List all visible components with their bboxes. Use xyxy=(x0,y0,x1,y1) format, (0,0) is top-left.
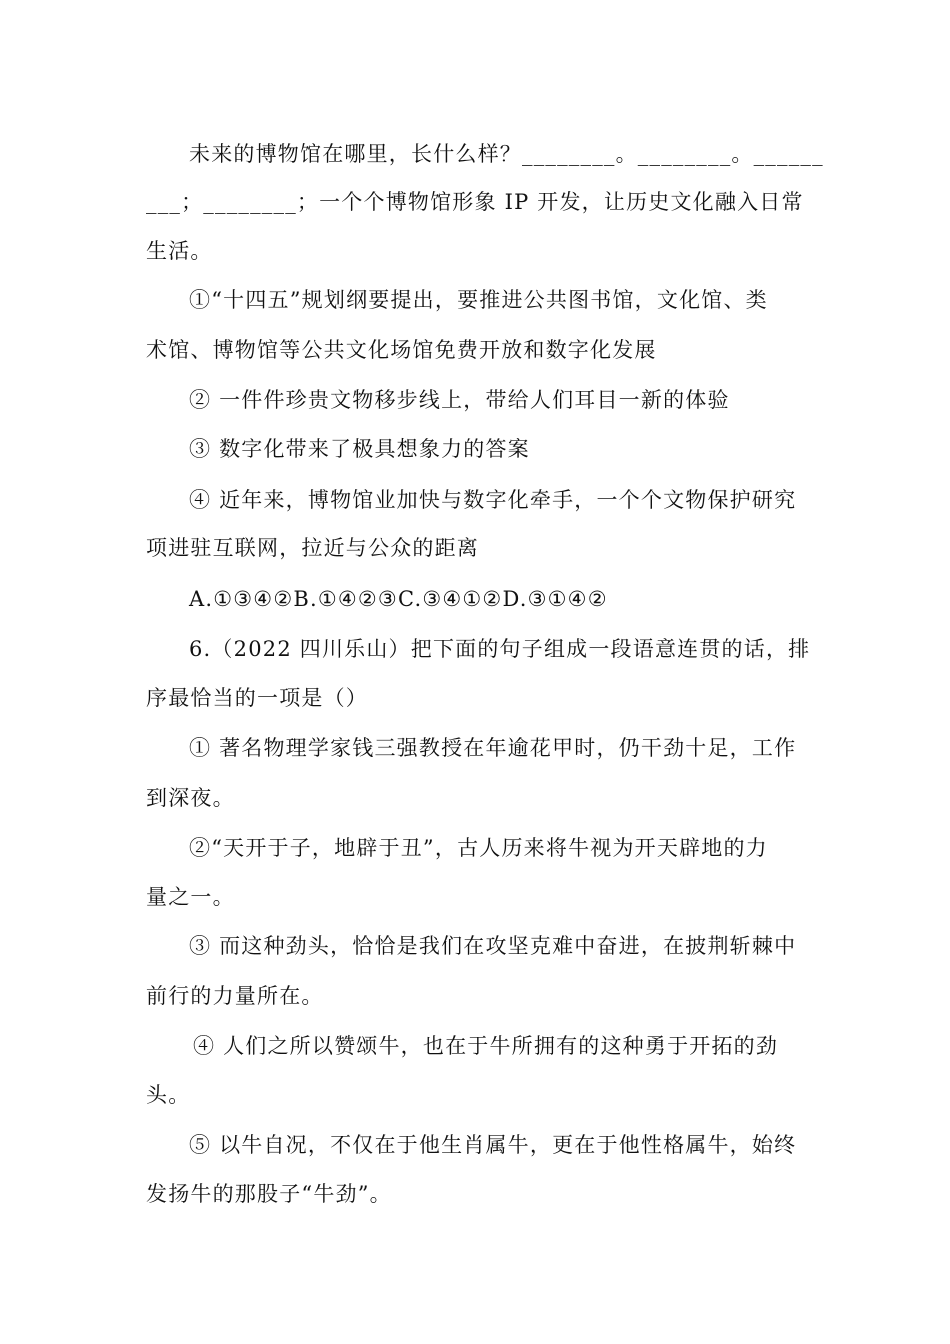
sentence-1-line-2: 到深夜。 xyxy=(146,786,235,810)
sentence-3-line-1: ③ 而这种劲头，恰恰是我们在攻坚克难中奋进，在披荆斩棘中 xyxy=(189,934,797,958)
sentence-4-line-1: ④ 人们之所以赞颂牛，也在于牛所拥有的这种勇于开拓的劲 xyxy=(193,1034,779,1058)
question-text-line-1: 未来的博物馆在哪里，长什么样？________。________。______ xyxy=(189,142,824,166)
question-text-line-2: ___；________；一个个博物馆形象 IP 开发，让历史文化融入日常 xyxy=(146,190,804,214)
answer-choices: A.①③④②B.①④②③C.③④①②D.③①④② xyxy=(189,587,608,611)
sentence-4-line-2: 头。 xyxy=(146,1083,191,1107)
option-4-line-2: 项进驻互联网，拉近与公众的距离 xyxy=(146,536,479,560)
sentence-2-line-1: ②“天开于子，地辟于丑”，古人历来将牛视为开天辟地的力 xyxy=(189,836,768,860)
option-2-line: ② 一件件珍贵文物移步线上，带给人们耳目一新的体验 xyxy=(189,388,730,412)
option-1-line-1: ①“十四五”规划纲要提出，要推进公共图书馆，文化馆、类 xyxy=(189,288,768,312)
sentence-2-line-2: 量之一。 xyxy=(146,885,235,909)
sentence-5-line-2: 发扬牛的那股子“牛劲”。 xyxy=(146,1182,392,1206)
option-1-line-2: 术馆、博物馆等公共文化场馆免费开放和数字化发展 xyxy=(146,338,657,362)
sentence-5-line-1: ⑤ 以牛自况，不仅在于他生肖属牛，更在于他性格属牛，始终 xyxy=(189,1133,797,1157)
option-4-line-1: ④ 近年来，博物馆业加快与数字化牵手，一个个文物保护研究 xyxy=(189,488,797,512)
question-6-line-2: 序最恰当的一项是（） xyxy=(146,686,368,710)
sentence-3-line-2: 前行的力量所在。 xyxy=(146,984,324,1008)
sentence-1-line-1: ① 著名物理学家钱三强教授在年逾花甲时，仍干劲十足，工作 xyxy=(189,736,797,760)
question-text-line-3: 生活。 xyxy=(146,239,213,263)
question-6-line-1: 6.（2022 四川乐山）把下面的句子组成一段语意连贯的话，排 xyxy=(189,637,811,661)
option-3-line: ③ 数字化带来了极具想象力的答案 xyxy=(189,437,530,461)
